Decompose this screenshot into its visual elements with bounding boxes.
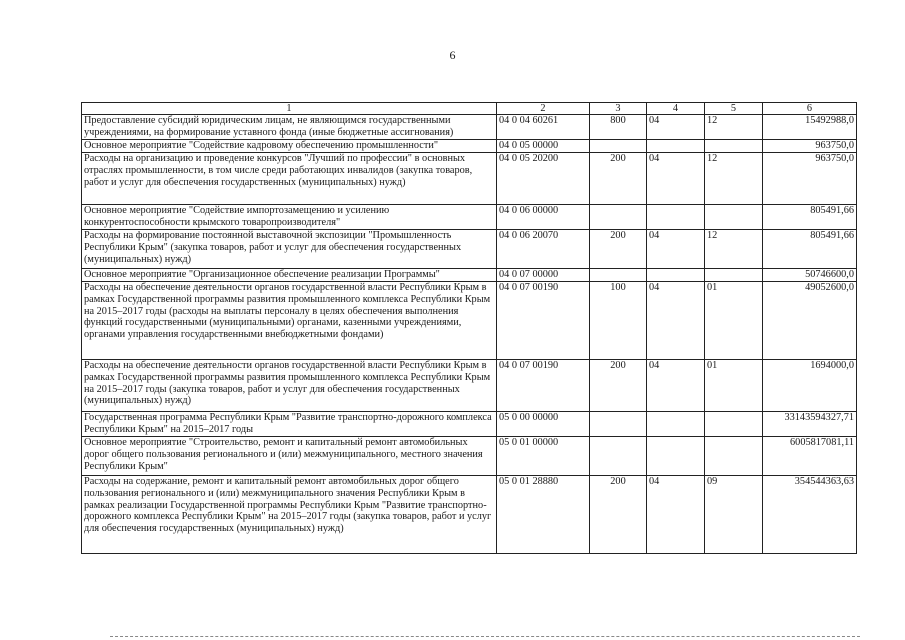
row-amount: 805491,66 (763, 230, 857, 269)
row-section: 04 (647, 153, 705, 205)
row-section (647, 269, 705, 282)
row-subsection (705, 269, 763, 282)
row-description: Расходы на формирование постоянной выставочной экспозиции "Промышленность Республики Крым" (закупка товаров, работ и услуг для обеспечения государственных (муниципальных) нужд) (82, 230, 497, 269)
bottom-divider (110, 636, 860, 637)
row-subsection: 01 (705, 282, 763, 360)
row-section: 04 (647, 360, 705, 412)
table-row (82, 140, 857, 153)
row-subsection: 09 (705, 476, 763, 554)
row-expense-type (590, 140, 647, 153)
row-target-code: 04 0 05 00000 (497, 140, 590, 153)
row-target-code: 04 0 07 00190 (497, 282, 590, 360)
table-row (82, 269, 857, 282)
row-subsection: 12 (705, 115, 763, 140)
row-section: 04 (647, 230, 705, 269)
row-target-code: 04 0 06 00000 (497, 205, 590, 230)
row-description: Основное мероприятие "Содействие импортозамещению и усилению конкурентоспособности крымского товаропроизводителя" (82, 205, 497, 230)
row-expense-type (590, 269, 647, 282)
row-target-code: 05 0 00 00000 (497, 412, 590, 437)
row-description: Основное мероприятие "Содействие кадровому обеспечению промышленности" (82, 140, 497, 153)
table-row (82, 230, 857, 269)
table-row (82, 437, 857, 476)
row-section: 04 (647, 115, 705, 140)
row-target-code: 04 0 07 00000 (497, 269, 590, 282)
table-row (82, 205, 857, 230)
row-target-code: 05 0 01 00000 (497, 437, 590, 476)
row-amount: 49052600,0 (763, 282, 857, 360)
row-description: Расходы на обеспечение деятельности органов государственной власти Республики Крым в рамках Государственной программы развития промышленного комплекса Республики Крым на 2015–2017 годы (закупка товаров, работ и услуг для обеспечения государственных (муниципальных) нужд) (82, 360, 497, 412)
row-section (647, 437, 705, 476)
row-section (647, 205, 705, 230)
row-amount: 805491,66 (763, 205, 857, 230)
row-expense-type: 200 (590, 230, 647, 269)
row-section: 04 (647, 282, 705, 360)
header-cell: 4 (647, 103, 705, 115)
row-amount: 33143594327,71 (763, 412, 857, 437)
header-cell: 3 (590, 103, 647, 115)
row-amount: 6005817081,11 (763, 437, 857, 476)
row-target-code: 05 0 01 28880 (497, 476, 590, 554)
row-description: Расходы на содержание, ремонт и капитальный ремонт автомобильных дорог общего пользования регионального и (или) межмуниципального значения Республики Крым в рамках реализации Государственной программы Республики Крым "Развитие транспортно-дорожного комплекса Республики Крым" на 2015–2017 годы (закупка товаров, работ и услуг для обеспечения государственных (муниципальных) нужд) (82, 476, 497, 554)
header-cell: 6 (763, 103, 857, 115)
row-expense-type (590, 205, 647, 230)
row-amount: 354544363,63 (763, 476, 857, 554)
row-expense-type: 100 (590, 282, 647, 360)
row-description: Основное мероприятие "Организационное обеспечение реализации Программы" (82, 269, 497, 282)
row-subsection: 01 (705, 360, 763, 412)
row-subsection (705, 437, 763, 476)
row-amount: 1694000,0 (763, 360, 857, 412)
row-description: Предоставление субсидий юридическим лицам, не являющимся государственными учреждениями, на формирование уставного фонда (иные бюджетные ассигнования) (82, 115, 497, 140)
row-section (647, 140, 705, 153)
row-amount: 50746600,0 (763, 269, 857, 282)
row-subsection (705, 205, 763, 230)
row-description: Расходы на обеспечение деятельности органов государственной власти Республики Крым в рамках Государственной программы развития промышленного комплекса Республики Крым на 2015–2017 годы (расходы на выплаты персоналу в целях обеспечения выполнения функций государственными (муниципальными) органами, казенными учреждениями, органами управления государственными внебюджетными фондами) (82, 282, 497, 360)
row-description: Расходы на организацию и проведение конкурсов "Лучший по профессии" в основных отраслях промышленности, в том числе среди работающих инвалидов (закупка товаров, работ и услуг для обеспечения государственных (муниципальных) нужд) (82, 153, 497, 205)
header-row (82, 103, 857, 115)
row-description: Государственная программа Республики Крым "Развитие транспортно-дорожного комплекса Республики Крым" на 2015–2017 годы (82, 412, 497, 437)
row-section: 04 (647, 476, 705, 554)
row-expense-type: 200 (590, 153, 647, 205)
row-amount: 963750,0 (763, 140, 857, 153)
table-row (82, 282, 857, 360)
table-row (82, 476, 857, 554)
row-amount: 15492988,0 (763, 115, 857, 140)
row-target-code: 04 0 05 20200 (497, 153, 590, 205)
header-cell: 2 (497, 103, 590, 115)
row-amount: 963750,0 (763, 153, 857, 205)
table-row (82, 412, 857, 437)
row-expense-type: 200 (590, 360, 647, 412)
page-number: 6 (449, 48, 456, 62)
row-subsection (705, 412, 763, 437)
table-row (82, 153, 857, 205)
row-expense-type: 200 (590, 476, 647, 554)
table-row (82, 115, 857, 140)
row-subsection (705, 140, 763, 153)
row-expense-type (590, 437, 647, 476)
row-subsection: 12 (705, 153, 763, 205)
row-target-code: 04 0 04 60261 (497, 115, 590, 140)
table-row (82, 360, 857, 412)
row-section (647, 412, 705, 437)
budget-table (81, 102, 857, 554)
header-cell: 5 (705, 103, 763, 115)
row-target-code: 04 0 06 20070 (497, 230, 590, 269)
row-subsection: 12 (705, 230, 763, 269)
row-description: Основное мероприятие "Строительство, ремонт и капитальный ремонт автомобильных дорог общего пользования регионального и (или) межмуниципального, местного значения Республики Крым" (82, 437, 497, 476)
row-target-code: 04 0 07 00190 (497, 360, 590, 412)
header-cell: 1 (82, 103, 497, 115)
row-expense-type: 800 (590, 115, 647, 140)
row-expense-type (590, 412, 647, 437)
